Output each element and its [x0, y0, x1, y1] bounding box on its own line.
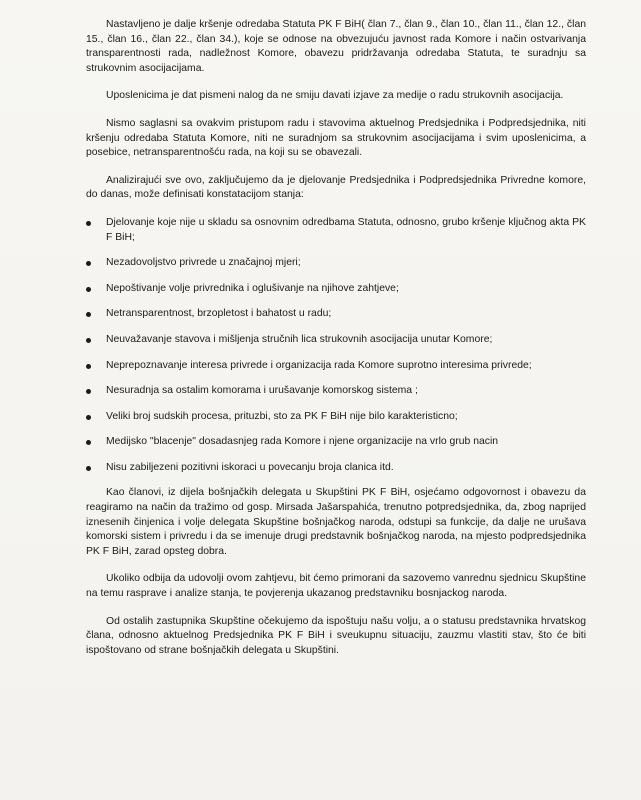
list-item-text: Nepoštivanje volje privrednika i oglušivanje na njihove zahtjeve; — [106, 282, 399, 294]
list-item-text: Medijsko "blacenje" dosadasnjeg rada Komore i njene organizacije na vrlo grub nacin — [106, 436, 499, 448]
bullet-icon — [86, 312, 91, 317]
paragraph-statute-violations: Nastavljeno je dalje kršenje odredaba Statuta PK F BiH( član 7., član 9., član 10., član 11., član 12., član 15., član 16., član 22., član 34.), koje se odnose na obvezujuću javnost rada Komore i način ostvarivanja transparentnosti rada, nadležnost Komore, obavezu pridržavanja odredaba Statuta, te suradnju sa strukovnim asocijacijama. — [86, 19, 586, 74]
list-item — [86, 333, 586, 348]
list-item — [86, 256, 586, 271]
list-item — [86, 359, 586, 374]
list-item — [86, 410, 586, 425]
list-item-text: Nisu zabiljezeni pozitivni iskoraci u povecanju broja clanica itd. — [106, 461, 394, 473]
bullet-icon — [86, 440, 91, 445]
findings-list — [86, 216, 586, 476]
list-item-text: Netransparentnost, brzopletost i bahatost u radu; — [106, 308, 332, 320]
list-item-text: Nezadovoljstvo privrede u značajnoj mjeri; — [106, 257, 301, 269]
paragraph-extraordinary-session: Ukoliko odbija da udovolji ovom zahtjevu, bit ćemo primorani da sazovemo vanrednu sjednicu Skupštine na temu rasprave i analize stanja, te povjerenja ukazanog predstavniku bosnjackog naroda. — [86, 573, 586, 600]
bullet-icon — [86, 287, 91, 292]
paragraph-expectation: Od ostalih zastupnika Skupštine očekujemo da ispoštuju našu volju, a o statusu predstavnika hrvatskog člana, odnosno aktuelnog Predsjednika PK F BiH i sveukupnu situaciju, zauzmu vlastiti stav, što će biti ispoštovano od strane bošnjačkih delegata u Skupštini. — [86, 615, 586, 656]
paragraph-disagreement: Nismo saglasni sa ovakvim pristupom radu i stavovima aktuelnog Predsjednika i Podpredsjednika, niti kršenju odredaba Statuta Komore, niti ne suradnjom sa strukovnim asocijacijama i svim uposlenicima, a posebice, netransparentnošću rada, na koji su se obavezali. — [86, 117, 586, 159]
document-body — [86, 18, 586, 671]
bullet-icon — [86, 338, 91, 343]
list-item-text: Djelovanje koje nije u skladu sa osnovnim odredbama Statuta, odnosno, grubo kršenje ključnog akta PK F BiH; — [106, 216, 586, 243]
paragraph-demand: Kao članovi, iz dijela bošnjačkih delegata u Skupštini PK F BiH, osjećamo odgovornost i obavezu da reagiramo na način da tražimo od gosp. Mirsada Jašarspahića, trenutno potpredsjednika, da, zbog naprijed iznesenih činjenica i volje delegata Skupštine bošnjačkog naroda, odstupi sa funkcije, da dalje ne urušava komorski sistem i privredu i da se imenuje drugi predstavnik bošnjačkog naroda, na mjesto podpredsjednika PK F BiH, zarad opsteg dobra. — [86, 487, 586, 557]
list-item-text: Nesuradnja sa ostalim komorama i urušavanje komorskog sistema ; — [106, 385, 418, 397]
list-item — [86, 282, 586, 297]
bullet-icon — [86, 221, 91, 226]
bullet-icon — [86, 364, 91, 369]
bullet-icon — [86, 389, 91, 394]
list-item — [86, 216, 586, 245]
list-item — [86, 461, 586, 476]
paragraph-media-order: Uposlenicima je dat pismeni nalog da ne smiju davati izjave za medije o radu strukovnih asocijacija. — [106, 90, 564, 102]
list-item-text: Veliki broj sudskih procesa, prituzbi, sto za PK F BiH nije bilo karakteristicno; — [106, 410, 458, 422]
bullet-icon — [86, 261, 91, 266]
list-item — [86, 307, 586, 322]
list-item — [86, 384, 586, 399]
list-item-text: Neprepoznavanje interesa privrede i organizacija rada Komore suprotno interesima privrede; — [106, 359, 532, 371]
list-item-text: Neuvažavanje stavova i mišljenja stručnih lica strukovnih asocijacija unutar Komore; — [106, 333, 493, 345]
paragraph-analysis: Analizirajući sve ovo, zaključujemo da je djelovanje Predsjednika i Podpredsjednika Privredne komore, do danas, može definisati konstatacijom stanja: — [86, 174, 586, 201]
bullet-icon — [86, 466, 91, 471]
bullet-icon — [86, 415, 91, 420]
list-item — [86, 435, 586, 450]
